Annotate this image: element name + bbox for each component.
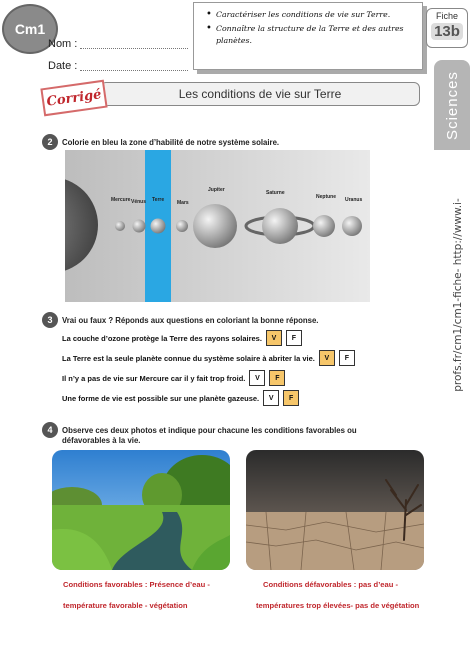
planet-label-uranus: Uranus (345, 197, 363, 203)
statement-row (62, 350, 355, 366)
planet-venus (133, 220, 146, 233)
planet-label-neptune: Neptune (316, 194, 336, 200)
level-badge-text: Cm1 (14, 21, 46, 37)
planet-label-saturne: Saturne (266, 190, 285, 196)
planet-label-jupiter: Jupiter (208, 187, 225, 193)
unfavorable-answer-line1: Conditions défavorables : pas d’eau - (263, 580, 399, 589)
fiche-tag (426, 8, 468, 48)
subject-label: Sciences (443, 70, 461, 140)
unfavorable-answer-line2: températures trop élevées- pas de végétation (256, 601, 420, 610)
statement-text: La Terre est la seule planète connue du système solaire à abriter la vie. (62, 353, 315, 363)
planet-label-terre: Terre (152, 197, 165, 203)
nom-field[interactable] (80, 48, 188, 49)
date-field[interactable] (80, 70, 188, 71)
statement-row (62, 330, 302, 346)
planet-uranus (342, 216, 362, 236)
solar-system-image (65, 150, 370, 302)
planet-jupiter (193, 204, 237, 248)
fiche-label: Fiche (435, 11, 458, 21)
planet-mars (176, 220, 188, 232)
false-button[interactable]: F (269, 370, 285, 386)
subject-tab (434, 60, 470, 150)
objective-item: • Connaître la structure de la Terre et des autres planètes. (206, 23, 414, 47)
statement-text: Il n’y a pas de vie sur Mercure car il y fait trop froid. (62, 373, 246, 383)
corrige-stamp (40, 80, 107, 117)
planet-mercure (115, 221, 125, 231)
false-button[interactable]: F (286, 330, 302, 346)
question-prompt: Observe ces deux photos et indique pour chacune les conditions favorables ou défavorables à la vie. (62, 426, 357, 445)
page-title (100, 82, 420, 106)
favorable-photo (52, 450, 230, 570)
false-button[interactable]: F (283, 390, 299, 406)
question-prompt: Vrai ou faux ? Réponds aux questions en coloriant la bonne réponse. (62, 316, 319, 325)
question-prompt: Colorie en bleu la zone d’habilité de notre système solaire. (62, 138, 280, 147)
source-url[interactable] (448, 195, 468, 395)
true-button[interactable]: V (266, 330, 282, 346)
planet-saturne (262, 208, 298, 244)
unfavorable-photo (246, 450, 424, 570)
statement-text: La couche d’ozone protège la Terre des rayons solaires. (62, 333, 262, 343)
statement-text: Une forme de vie est possible sur une planète gazeuse. (62, 393, 260, 403)
true-button[interactable]: V (263, 390, 279, 406)
desert-landscape-image (246, 450, 424, 570)
solar-system-svg (65, 150, 370, 302)
planet-label-mercure: Mercure (111, 197, 131, 203)
statement-row (62, 370, 285, 386)
true-button[interactable]: V (249, 370, 265, 386)
question-number: 3 (42, 312, 58, 328)
planet-terre (151, 219, 166, 234)
nom-label: Nom : (48, 38, 78, 50)
objective-item: • Caractériser les conditions de vie sur Terre. (206, 9, 414, 21)
planet-label-venus: Vénus (131, 199, 147, 205)
river-landscape-image (52, 450, 230, 570)
date-label: Date : (48, 60, 78, 72)
favorable-answer-line2: température favorable - végétation (63, 601, 188, 610)
corrige-stamp-text: Corrigé (45, 86, 103, 110)
fiche-number: 13b (431, 23, 463, 40)
planet-label-mars: Mars (177, 200, 189, 206)
question-number: 4 (42, 422, 58, 438)
statement-row (62, 390, 299, 406)
question-number: 2 (42, 134, 58, 150)
favorable-answer-line1: Conditions favorables : Présence d’eau - (63, 580, 210, 589)
true-button[interactable]: V (319, 350, 335, 366)
false-button[interactable]: F (339, 350, 355, 366)
source-url-text: profs.fr/cm1/cm1-fiche- http://www.i- (452, 198, 464, 392)
planet-neptune (313, 215, 335, 237)
objectives-box (193, 2, 423, 70)
page-title-text: Les conditions de vie sur Terre (178, 87, 342, 101)
